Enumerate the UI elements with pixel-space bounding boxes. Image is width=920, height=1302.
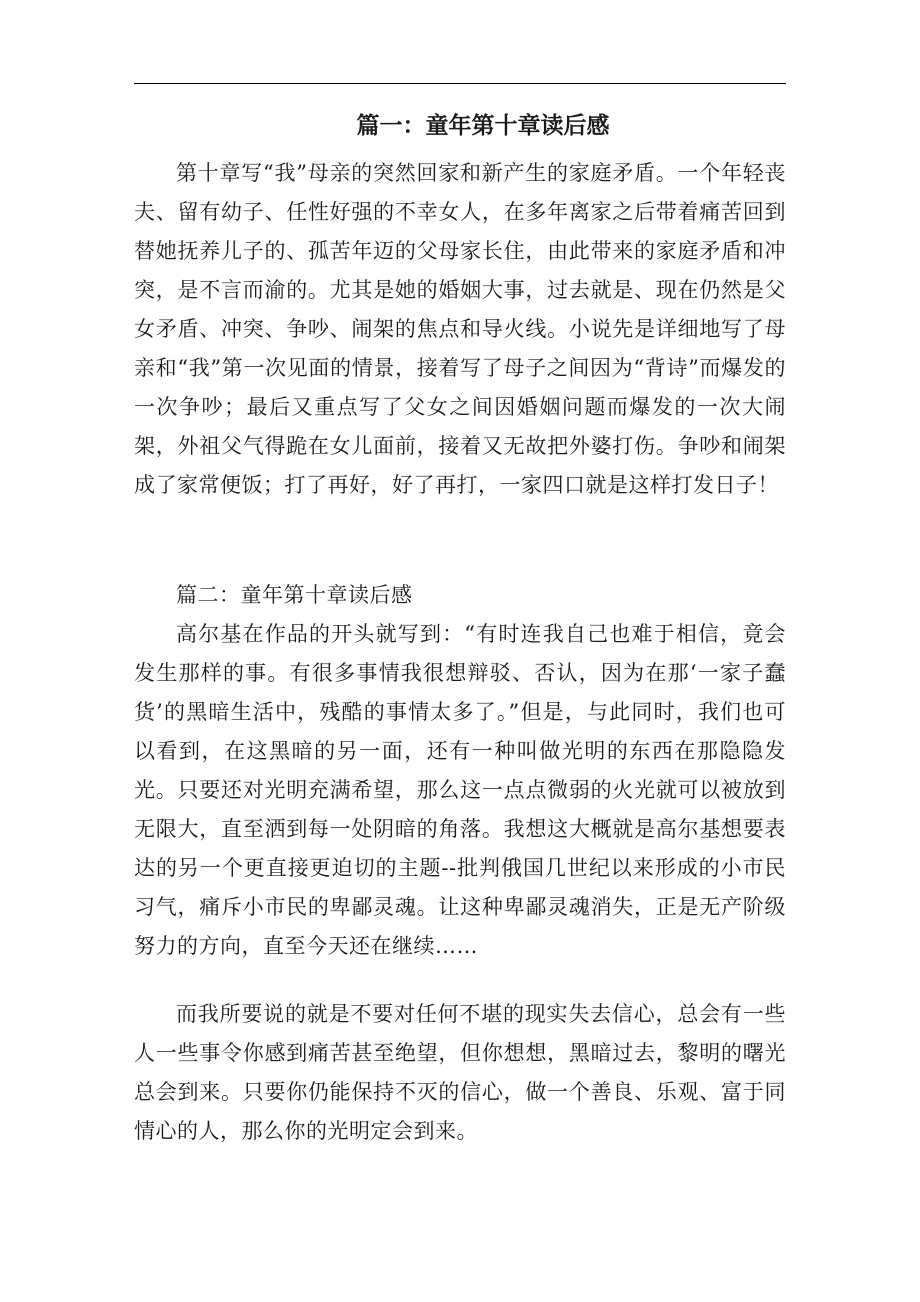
paragraph-1: 第十章写“我”母亲的突然回家和新产生的家庭矛盾。一个年轻丧夫、留有幼子、任性好强的不幸女人，在多年离家之后带着痛苦回到替她抚养儿子的、孤苦年迈的父母家长住，由此带来的家庭矛盾和冲突，是不言而渝的。尤其是她的婚姻大事，过去就是、现在仍然是父女矛盾、冲突、争吵、闹架的焦点和导火线。小说先是详细地写了母亲和“我”第一次见面的情景，接着写了母子之间因为“背诗”而爆发的一次争吵；最后又重点写了父女之间因婚姻问题而爆发的一次大闹架，外祖父气得跪在女儿面前，接着又无故把外婆打伤。争吵和闹架成了家常便饭；打了再好，好了再打，一家四口就是这样打发日子！ (134, 161, 786, 497)
header-rule (134, 83, 786, 84)
paragraph-3: 而我所要说的就是不要对任何不堪的现实失去信心，总会有一些人一些事令你感到痛苦甚至绝望，但你想想，黑暗过去，黎明的曙光总会到来。只要你仍能保持不灭的信心，做一个善良、乐观、富于同情心的人，那么你的光明定会到来。 (134, 1002, 786, 1143)
document-title: 篇一：童年第十章读后感 (356, 113, 610, 139)
section-heading-2: 篇二：童年第十章读后感 (176, 583, 413, 607)
paragraph-2: 高尔基在作品的开头就写到：“有时连我自己也难于相信，竟会发生那样的事。有很多事情我很想辩驳、否认，因为在那‘一家子蠢货’的黑暗生活中，残酷的事情太多了。”但是，与此同时，我们也可以看到，在这黑暗的另一面，还有一种叫做光明的东西在那隐隐发光。只要还对光明充满希望，那么这一点点微弱的火光就可以被放到无限大，直至洒到每一处阴暗的角落。我想这大概就是高尔基想要表达的另一个更直接更迫切的主题--批判俄国几世纪以来形成的小市民习气，痛斥小市民的卑鄙灵魂。让这种卑鄙灵魂消失，正是无产阶级努力的方向，直至今天还在继续…… (134, 622, 786, 958)
